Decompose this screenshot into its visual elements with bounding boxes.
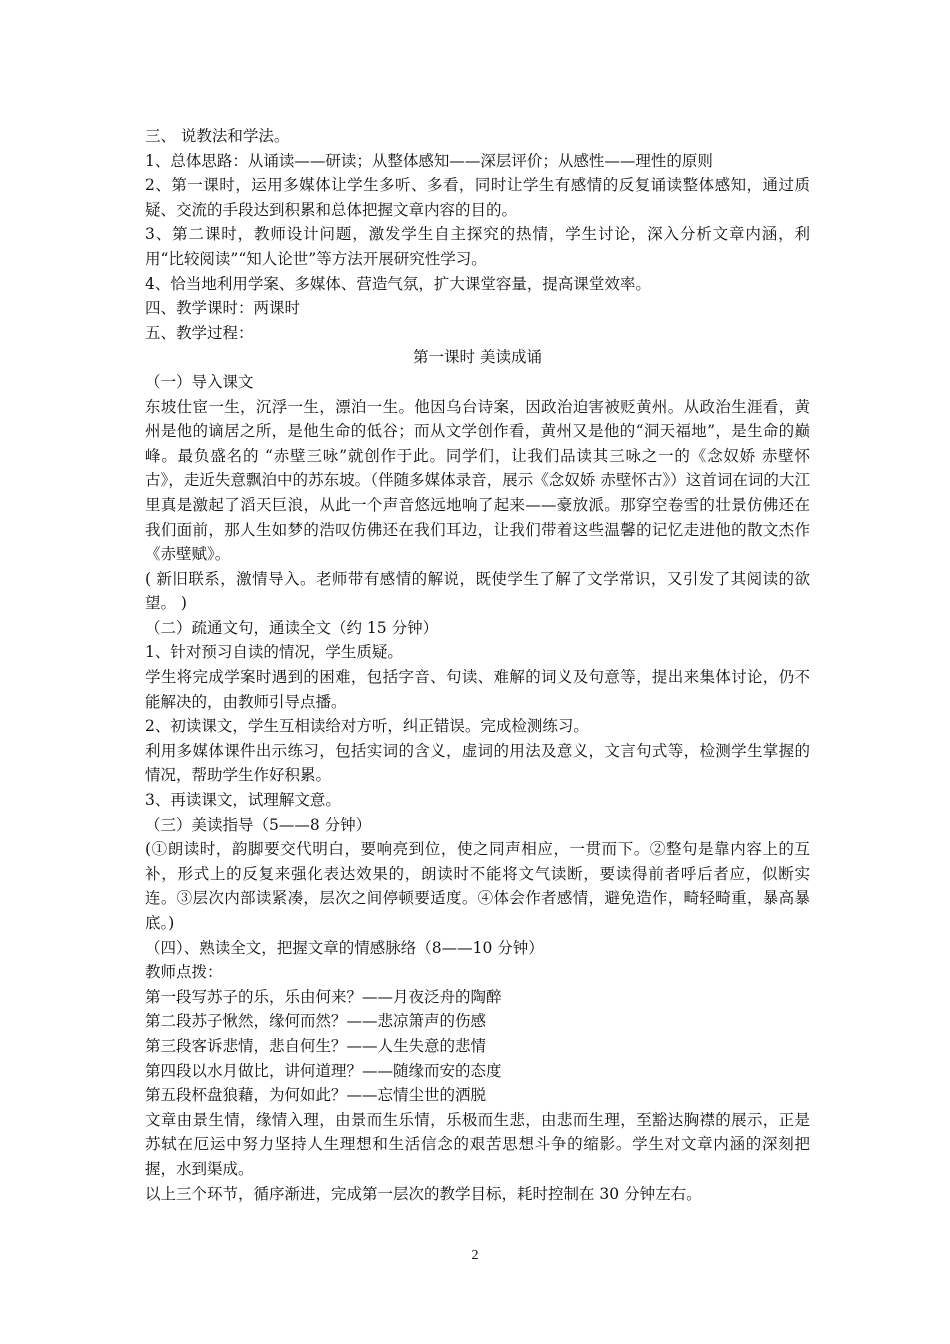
paragraph-summary: 文章由景生情，缘情入理，由景而生乐情，乐极而生悲，由悲而生理，至豁达胸襟的展示，正是苏轼在厄运中努力坚持人生理想和生活信念的艰苦思想斗争的缩影。学生对文章内涵的深刻把握，水到渠成。 [145,1110,810,1178]
paragraph-introduction-note: ( 新旧联系，激情导入。老师带有感情的解说，既使学生了解了文学常识，又引发了其阅读的欲望。 ) [145,569,810,613]
paragraph-reading-guidance-detail: (①朗读时，韵脚要交代明白，要响亮到位，使之同声相应，一贯而下。②整句是靠内容上的互补，形式上的反复来强化表达效果的，朗读时不能将文气读断，要读得前者呼后者应，似断实连。③层次内部读紧凑，层次之间停顿要适度。④体会作者感情，避免造作，畸轻畸重，暴高暴底。) [145,840,810,932]
subheading-emotional-thread: （四）、熟读全文，把握文章的情感脉络（8——10 分钟） [145,938,544,957]
subheading-reading-guidance: （三）美读指导（5——8 分钟） [145,815,372,834]
section-heading-methods: 三、 说教法和学法。 [145,127,290,145]
page-number: 2 [471,1248,479,1263]
paragraph-media-use: 4、恰当地利用学案、多媒体、营造气氛，扩大课堂容量，提高课堂效率。 [145,274,651,293]
paragraph-step-1-detail: 学生将完成学案时遇到的困难，包括字音、句读、难解的词义及句意等，提出来集体讨论，仍不能解决的，由教师引导点播。 [145,668,810,711]
paragraph-step-1: 1、针对预习自读的情况，学生质疑。 [145,643,403,662]
paragraph-first-lesson-method: 2、第一课时，运用多媒体让学生多听、多看，同时让学生有感情的反复诵读整体感知，通过质疑、交流的手段达到积累和总体把握文章内容的目的。 [145,176,810,219]
paragraph-section-2: 第二段苏子愀然，缘何而然？——悲凉箫声的伤感 [145,1012,487,1031]
paragraph-introduction-text: 东坡仕宦一生，沉浮一生，漂泊一生。他因乌台诗案，因政治迫害被贬黄州。从政治生涯看，黄州是他的谪居之所，是他生命的低谷；而从文学创作看，黄州又是他的“洞天福地”，是生命的巅峰。最负盛名的 “赤壁三咏”就创作于此。同学们，让我们品读其三咏之一的《念奴娇 赤壁怀古》，走近失意飘泊中的苏东坡。（伴随多媒体录音，展示《念奴娇 赤壁怀古》）这首词在词的大江里真是激起了滔天巨浪，从此一个声音悠远地响了起来——豪放派。那穿空卷雪的壮景仿佛还在我们面前，那人生如梦的浩叹仿佛还在我们耳边，让我们带着这些温馨的记忆走进他的散文杰作《赤壁赋》。 [145,397,810,564]
paragraph-section-4: 第四段以水月做比，讲何道理？——随缘而安的态度 [145,1061,502,1080]
paragraph-step-2-detail: 利用多媒体课件出示练习，包括实词的含义，虚词的用法及意义，文言句式等，检测学生掌握的情况，帮助学生作好积累。 [145,741,810,785]
paragraph-conclusion: 以上三个环节，循序渐进，完成第一层次的教学目标，耗时控制在 30 分钟左右。 [145,1184,702,1203]
paragraph-step-2: 2、初读课文，学生互相读给对方听，纠正错误。完成检测练习。 [145,717,589,736]
document-body [145,124,810,1206]
subheading-reading-through: （二）疏通文句，通读全文（约 15 分钟） [145,618,439,637]
paragraph-step-3: 3、再读课文，试理解文意。 [145,791,341,810]
lesson-title: 第一课时 美读成诵 [413,348,542,367]
paragraph-section-3: 第三段客诉悲情，悲自何生？——人生失意的悲情 [145,1036,487,1055]
paragraph-overall-approach: 1、总体思路：从诵读——研读；从整体感知——深层评价；从感性——理性的原则 [145,151,713,170]
paragraph-section-1: 第一段写苏子的乐，乐由何来？——月夜泛舟的陶醉 [145,987,502,1006]
subheading-introduction: （一）导入课文 [145,372,254,391]
section-heading-class-hours: 四、教学课时：两课时 [145,299,301,318]
paragraph-second-lesson-method: 3、第二课时，教师设计问题，激发学生自主探究的热情，学生讨论，深入分析文章内涵，利用“比较阅读”“知人论世”等方法开展研究性学习。 [145,225,810,268]
section-heading-teaching-process: 五、教学过程： [145,323,254,342]
paragraph-section-5: 第五段杯盘狼藉，为何如此？——忘情尘世的洒脱 [145,1086,487,1105]
paragraph-teacher-guidance: 教师点拨： [145,963,223,982]
